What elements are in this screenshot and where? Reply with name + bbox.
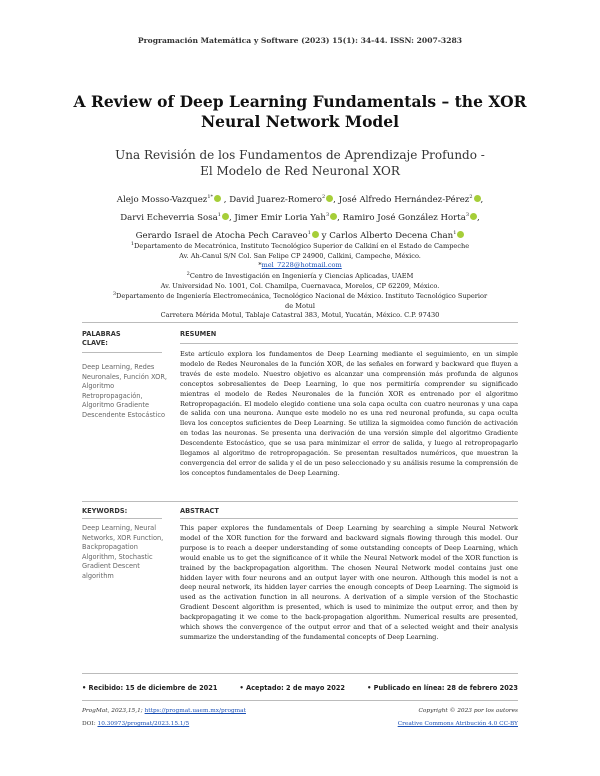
journal-header: Programación Matemática y Software (2023) 15(1): 34-44. ISSN: 2007-3283 [137, 36, 463, 45]
copyright: Copyright © 2023 por los autores [418, 708, 518, 714]
affiliation-text: de Motul [285, 301, 315, 310]
section-divider [180, 343, 518, 344]
abstract-label-es: RESUMEN [180, 330, 217, 338]
paper-subtitle-line1: Una Revisión de los Fundamentos de Aprendizaje Profundo - [115, 148, 485, 162]
orcid-icon[interactable] [214, 195, 221, 202]
keywords-label-line: CLAVE: [82, 339, 108, 347]
author-sup: 1 [307, 229, 311, 236]
author-sup: 1* [207, 194, 214, 200]
orcid-icon[interactable] [312, 231, 319, 238]
author-connector: y [321, 230, 327, 241]
abstract-label-en: ABSTRACT [180, 507, 219, 515]
author-name: Ramiro José González Horta [342, 212, 466, 223]
doi-link[interactable]: 10.30973/progmat/2023.15.1/5 [97, 721, 190, 727]
affiliation-text: Centro de Investigación en Ingeniería y Ciencias Aplicadas, UAEM [189, 272, 414, 281]
section-divider [180, 518, 518, 519]
paper-title-line2: Neural Network Model [200, 112, 400, 131]
author-line-1: Alejo Mosso-Vazquez$^{1*}$ , David Juarez-Romero$^2$ , José Alfredo Hernández-Pérez$^2$ , [116, 194, 484, 205]
footer-row-1 [82, 708, 518, 714]
section-divider [82, 352, 162, 353]
paper-title [60, 92, 540, 132]
abstract-en: This paper explores the fundamentals of Deep Learning by searching a simple Neural Network model of the XOR function for the forward and backward signals flowing through this model. Our purpose is to reach a deeper understanding of some outstanding concepts of Deep Learning, which would enable us to get the significance of it while the Neural Network model of the XOR function is trained by the backpropagation algorithm. The chosen Neural Network model contains just one hidden layer with four neurons and an output layer with one neuron. Although this model is not a deep neural network, its hidden layer carries the enough concepts of Deep Learning. The sigmoid is used as the activation function in all neurons. A derivation of a simple version of the Stochastic Gradient Descent algorithm is presented, which is used to minimize the output error, and then by backpropagating it we come to the back-propagation algorithm. Numerical results are presented, which shows the convergence of the output error and that of a selected weight and their analysis summarize the understanding of the fundamental concepts of Deep Learning. [180, 524, 518, 641]
keywords-label-line: PALABRAS [82, 330, 121, 338]
footer-row-2 [82, 721, 518, 727]
citation-link[interactable]: https://progmat.uaem.mx/progmat [144, 708, 246, 714]
keywords-en: Deep Learning, Neural Networks, XOR Function, Backpropagation Algorithm, Stochastic Gradient Descent algorithm [82, 524, 164, 580]
orcid-icon[interactable] [457, 231, 464, 238]
email-link[interactable]: mel_7228@hotmail.com [261, 261, 342, 270]
affiliation-sup: 1 [130, 241, 135, 247]
affiliation-text: Carretera Mérida Motul, Tablaje Catastral 383, Motul, Yucatán, México. C.P. 97430 [160, 311, 440, 320]
author-line-2: Darvi Echeverria Sosa$^1$ , Jimer Emir Loria Yah$^3$ , Ramiro José González Horta$^3$ , [120, 211, 480, 223]
keywords-label-en: KEYWORDS: [82, 507, 128, 515]
doi-label: DOI: [82, 721, 96, 727]
paper-subtitle-line2: El Modelo de Red Neuronal XOR [200, 164, 400, 178]
affiliation-text: Av. Universidad No. 1001, Col. Chamilpa, Cuernavaca, Morelos, CP 62209, México. [160, 281, 440, 290]
author-name: Gerardo Israel de Atocha Pech Caraveo [135, 230, 308, 241]
date-accepted: • Aceptado: 2 de mayo 2022 [240, 684, 345, 692]
orcid-icon[interactable] [470, 213, 477, 220]
paper-title-line1: A Review of Deep Learning Fundamentals – the XOR [73, 92, 527, 111]
publication-dates [82, 684, 518, 692]
section-divider [82, 700, 518, 701]
license-link[interactable]: Creative Commons Atribución 4.0 CC-BY [397, 721, 518, 727]
author-sup: 1 [217, 211, 221, 218]
author-sup: 2 [469, 194, 473, 200]
section-divider [82, 322, 518, 323]
orcid-icon[interactable] [330, 213, 337, 220]
affiliation-2 [60, 270, 540, 291]
affiliation-text: Av. Ah-Canul S/N Col. San Felipe CP 24900, Calkini, Campeche, México. [179, 251, 421, 260]
date-received: • Recibido: 15 de diciembre de 2021 [82, 684, 217, 692]
affiliation-1 [60, 240, 540, 271]
keywords-label-es [82, 330, 121, 348]
section-divider [82, 673, 518, 674]
citation: ProgMat, 2023,15,1; [82, 708, 143, 714]
author-name: David Juarez-Romero [229, 194, 322, 205]
orcid-icon[interactable] [474, 195, 481, 202]
affiliation-sup: 2 [186, 271, 190, 277]
email-marker: * [258, 261, 262, 270]
orcid-icon[interactable] [222, 213, 229, 220]
author-list [50, 190, 550, 244]
author-sup: 3 [465, 211, 470, 218]
abstract-es: Este artículo explora los fundamentos de Deep Learning mediante el seguimiento, en un simple modelo de Redes Neuronales de la función XOR, de las señales en forward y backward que fluyen a través de este modelo. Nuestro objetivo es alcanzar una comprensión más profunda de algunos conceptos sobresalientes de Deep Learning, lo que nos permitiría comprender su significado mientras el modelo de Redes Neuronales de la función XOR es entrenado por el algoritmo Retropropagación. El modelo elegido contiene una sola capa oculta con cuatro neuronas y una capa de salida con una neurona. Aunque este modelo no es una red neuronal profunda, su capa oculta lleva los conceptos suficientes de Deep Learning. Se utiliza la sigmoidea como función de activación en todas las neuronas. Se presenta una derivación de una versión simple del algoritmo Gradiente Descendente Estocástico, que se usa para minimizar el error de salida, y luego al retropropagarlo llegamos al algoritmo de retropropagación. Se presentan resultados numéricos, que muestran la convergencia del error de salida y el de un peso seleccionado y su análisis resume la comprensión de los conceptos fundamentales de Deep Learning. [180, 350, 518, 477]
author-name: Darvi Echeverria Sosa [120, 212, 218, 223]
section-divider [82, 518, 162, 519]
section-divider [82, 501, 518, 502]
affiliation-text: Departamento de Ingeniería Electromecánica, Tecnológico Nacional de México. Instituto Tecnológico Superior [116, 292, 488, 301]
author-sup: 1 [453, 229, 457, 236]
author-name: Jimer Emir Loria Yah [234, 212, 326, 223]
orcid-icon[interactable] [326, 195, 333, 202]
affiliation-text: Departamento de Mecatrónica, Instituto Tecnológico Superior de Calkiní en el Estado de Campeche [134, 242, 470, 251]
author-name: Alejo Mosso-Vazquez [116, 194, 208, 205]
affiliation-sup: 3 [112, 291, 117, 297]
date-published: • Publicado en línea: 28 de febrero 2023 [367, 684, 518, 692]
author-sup: 2 [321, 194, 326, 200]
author-name: José Alfredo Hernández-Pérez [338, 194, 470, 205]
author-name: Carlos Alberto Decena Chan [329, 230, 454, 241]
author-sup: 3 [325, 211, 330, 218]
paper-subtitle [60, 147, 540, 179]
affiliation-3 [60, 290, 540, 321]
keywords-es: Deep Learning, Redes Neuronales, Función XOR, Algoritmo Retropropagación, Algoritmo Gradiente Descendente Estocástico [82, 363, 168, 419]
